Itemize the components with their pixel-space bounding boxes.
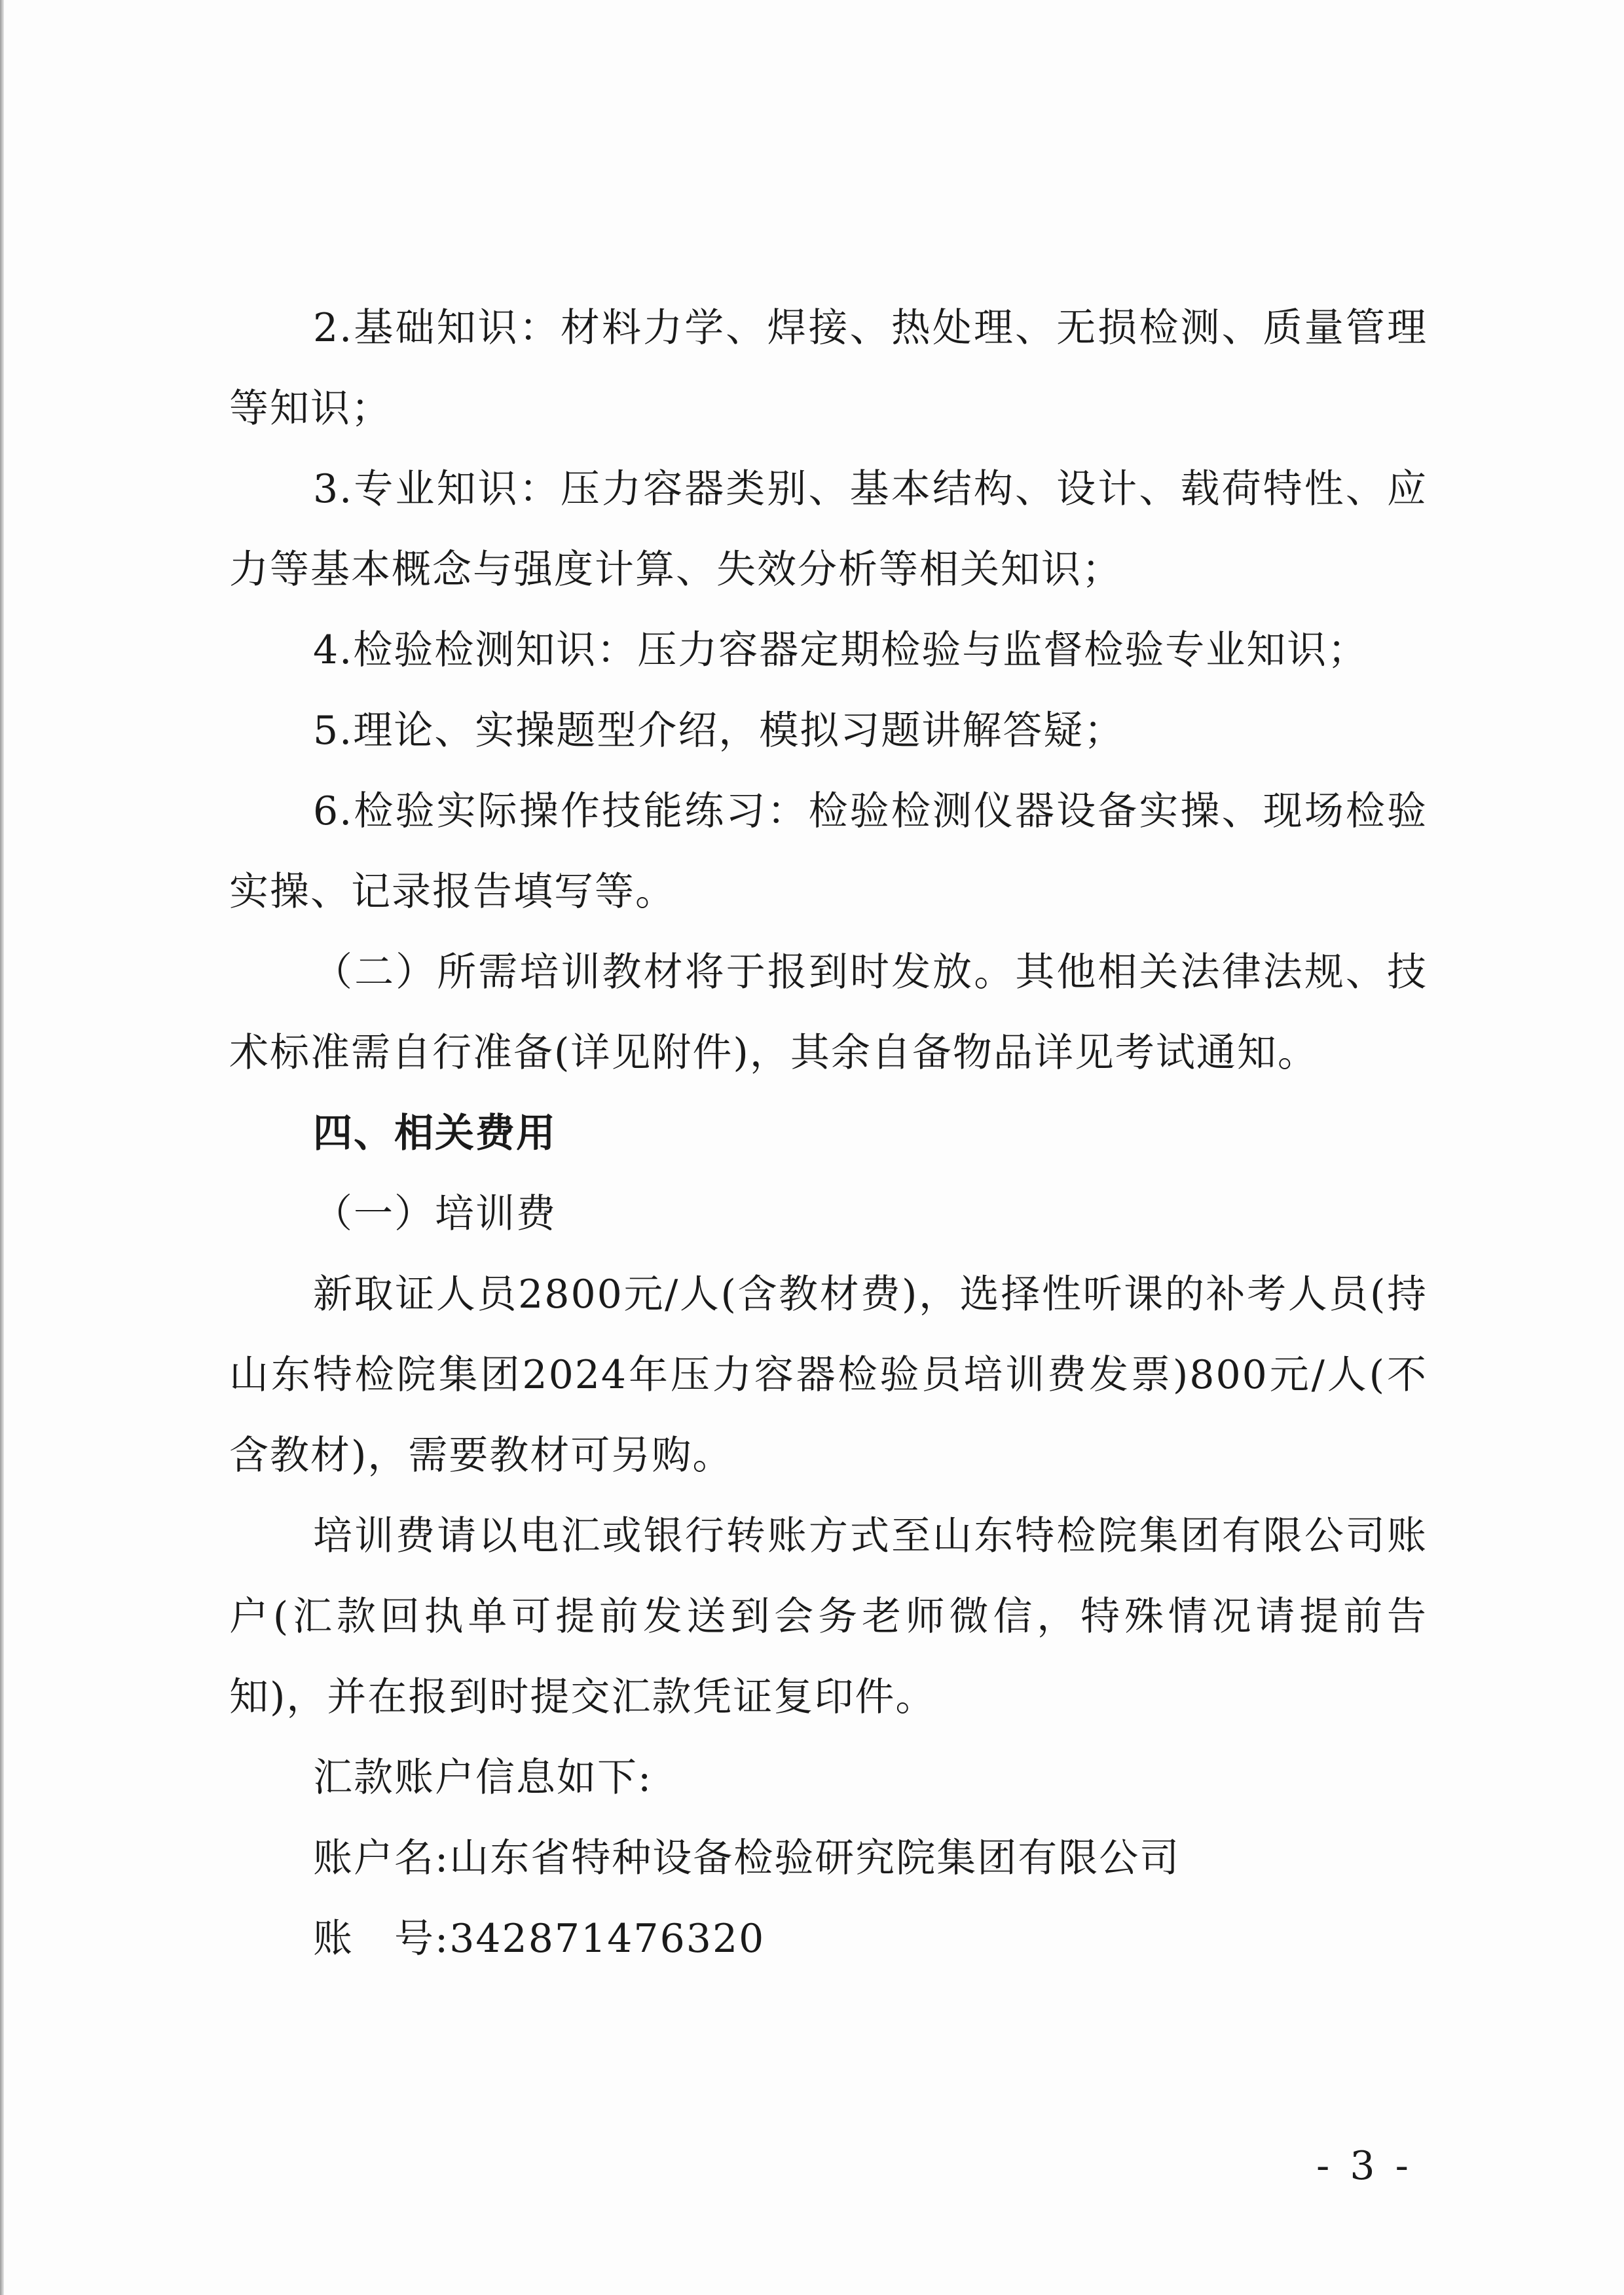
- page-number: - 3 -: [1316, 2143, 1412, 2189]
- item-professional-knowledge: 3.专业知识：压力容器类别、基本结构、设计、载荷特性、应力等基本概念与强度计算、失效分析等相关知识；: [229, 466, 1428, 593]
- account-number: 账 号:342871476320: [313, 1916, 766, 1962]
- item-inspection-knowledge: 4.检验检测知识：压力容器定期检验与监督检验专业知识；: [313, 627, 1369, 673]
- subheading-training-fee: （一）培训费: [313, 1191, 557, 1237]
- account-info-intro: 汇款账户信息如下:: [313, 1755, 653, 1801]
- section-heading-fees: 四、相关费用: [313, 1111, 557, 1156]
- materials-note: （二）所需培训教材将于报到时发放。其他相关法律法规、技术标准需自行准备(详见附件)，其余自备物品详见考试通知。: [229, 949, 1428, 1076]
- item-question-types: 5.理论、实操题型介绍，模拟习题讲解答疑；: [313, 708, 1125, 754]
- fee-description: 新取证人员2800元/人(含教材费)，选择性听课的补考人员(持山东特检院集团2024年压力容器检验员培训费发票)800元/人(不含教材)，需要教材可另购。: [229, 1272, 1428, 1478]
- account-name: 账户名:山东省特种设备检验研究院集团有限公司: [313, 1835, 1181, 1881]
- item-basic-knowledge: 2.基础知识：材料力学、焊接、热处理、无损检测、质量管理等知识；: [229, 305, 1428, 431]
- scan-edge: [0, 0, 4, 2295]
- item-practical-skills: 6.检验实际操作技能练习：检验检测仪器设备实操、现场检验实操、记录报告填写等。: [229, 788, 1428, 915]
- payment-instructions: 培训费请以电汇或银行转账方式至山东特检院集团有限公司账户(汇款回执单可提前发送到会务老师微信，特殊情况请提前告知)，并在报到时提交汇款凭证复印件。: [229, 1513, 1428, 1720]
